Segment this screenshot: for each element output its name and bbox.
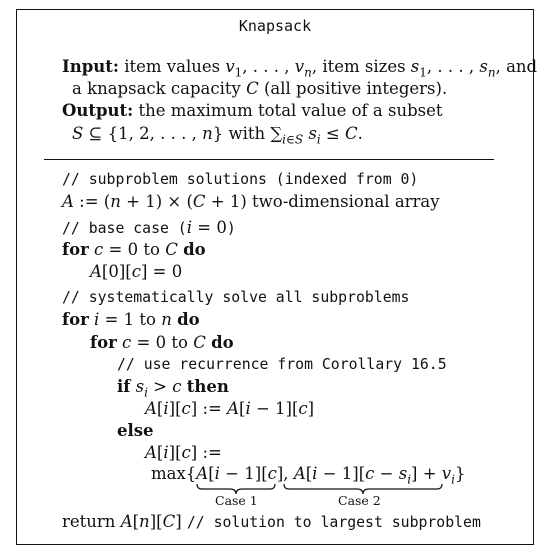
for-i: for i = 1 to n do (62, 310, 200, 329)
array-declaration: A := (n + 1) × (C + 1) two-dimensional array (62, 192, 440, 211)
input-line-2: a knapsack capacity C (all positive integers). (72, 79, 448, 98)
comment-base-case: // base case (i = 0) (62, 218, 236, 237)
base-assign: A[0][c] = 0 (90, 262, 183, 281)
else-keyword: else (117, 421, 154, 440)
output-line-1: Output: the maximum total value of a subset (62, 101, 443, 120)
if-condition: if $s_i > c$ then (117, 377, 229, 400)
case2-label: Case 2 (338, 493, 381, 508)
for-c-base: for c = 0 to C do (62, 240, 206, 259)
divider (44, 159, 494, 160)
algorithm-title: Knapsack (238, 17, 312, 35)
if-assign: A[i][c] := A[i − 1][c] (145, 399, 315, 418)
input-line-1: Input: item values $v_1$, . . . , $v_n$, item sizes $s_1$, . . . , $s_n$, and (62, 57, 538, 80)
comment-subproblems: // subproblem solutions (indexed from 0) (62, 171, 419, 188)
max-expression: max{A[i − 1][c], $A[i - 1][c - s_i] + v_i$} (151, 464, 466, 487)
output-line-2: S ⊆ {1, 2, . . . , n} with $\sum_{i\in S}$ $s_i \le C$. (72, 124, 363, 147)
case1-label: Case 1 (215, 493, 258, 508)
comment-systematic: // systematically solve all subproblems (62, 289, 410, 306)
for-c: for c = 0 to C do (90, 333, 234, 352)
comment-recurrence: // use recurrence from Corollary 16.5 (117, 356, 447, 373)
else-assign: A[i][c] := (145, 443, 222, 462)
return-line: return A[n][C] // solution to largest subproblem (62, 512, 481, 531)
